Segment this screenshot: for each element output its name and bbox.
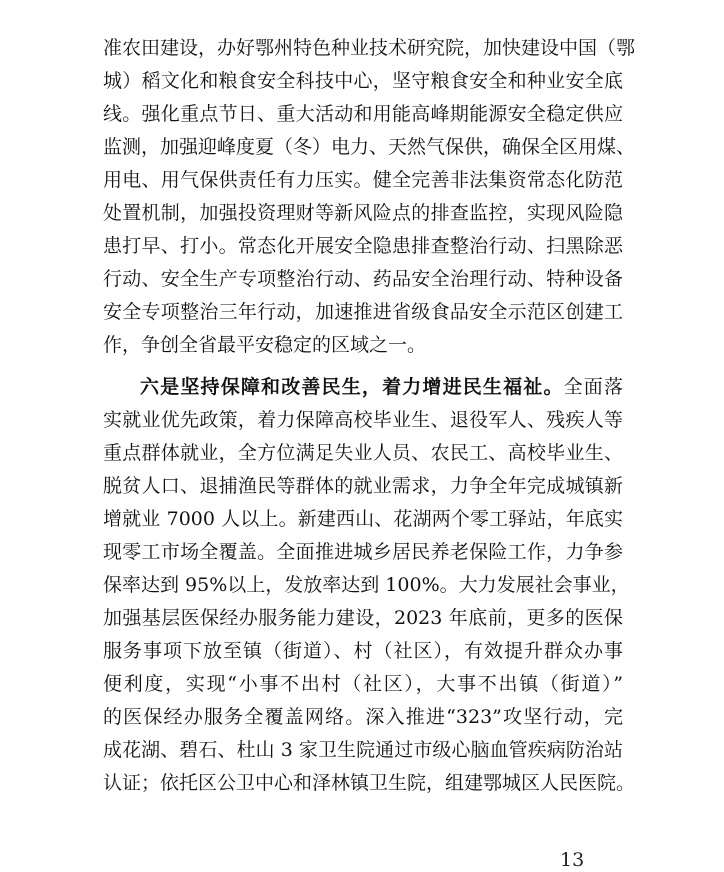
paragraph-line: 患打早、打小。常态化开展安全隐患排查整治行动、扫黑除恶 — [103, 235, 623, 257]
paragraph-line: 行动、安全生产专项整治行动、药品安全治理行动、特种设备 — [103, 268, 623, 290]
paragraph-line: 用电、用气保供责任有力压实。健全完善非法集资常态化防范 — [103, 169, 623, 191]
page-number: 13 — [560, 849, 585, 871]
paragraph-line: 的医保经办服务全覆盖网络。深入推进“323”攻坚行动，完 — [103, 706, 623, 728]
section-heading-line — [140, 371, 623, 404]
paragraph-line: 现零工市场全覆盖。全面推进城乡居民养老保险工作，力争参 — [103, 541, 623, 563]
section-heading: 六是坚持保障和改善民生，着力增进民生福祉。 — [140, 376, 564, 398]
paragraph-line: 认证；依托区公卫中心和泽林镇卫生院，组建鄂城区人民医院。 — [103, 772, 636, 794]
paragraph-line: 准农田建设，办好鄂州特色种业技术研究院，加快建设中国（鄂 — [103, 37, 636, 59]
paragraph-line: 便利度，实现“小事不出村（社区），大事不出镇（街道）” — [103, 673, 623, 695]
paragraph-line: 处置机制，加强投资理财等新风险点的排查监控，实现风险隐 — [103, 202, 623, 224]
paragraph-line: 加强基层医保经办服务能力建设，2023 年底前，更多的医保 — [103, 607, 623, 629]
paragraph-line: 增就业 7000 人以上。新建西山、花湖两个零工驿站，年底实 — [103, 508, 623, 530]
paragraph-line: 城）稻文化和粮食安全科技中心，坚守粮食安全和种业安全底 — [103, 70, 623, 92]
paragraph-line: 服务事项下放至镇（街道）、村（社区），有效提升群众办事 — [103, 640, 623, 662]
paragraph-line: 重点群体就业，全方位满足失业人员、农民工、高校毕业生、 — [103, 442, 623, 464]
paragraph-line: 成花湖、碧石、杜山 3 家卫生院通过市级心脑血管疾病防治站 — [103, 739, 623, 761]
paragraph-line: 脱贫人口、退捕渔民等群体的就业需求，力争全年完成城镇新 — [103, 475, 623, 497]
paragraph-line: 实就业优先政策，着力保障高校毕业生、退役军人、残疾人等 — [103, 409, 623, 431]
paragraph-line: 作，争创全省最平安稳定的区域之一。 — [103, 334, 427, 356]
paragraph-line: 监测，加强迎峰度夏（冬）电力、天然气保供，确保全区用煤、 — [103, 136, 636, 158]
section-heading-rest: 全面落 — [563, 376, 623, 398]
paragraph-line: 安全专项整治三年行动，加速推进省级食品安全示范区创建工 — [103, 301, 623, 323]
paragraph-line: 保率达到 95%以上，发放率达到 100%。大力发展社会事业， — [103, 574, 630, 596]
paragraph-line: 线。强化重点节日、重大活动和用能高峰期能源安全稳定供应 — [103, 103, 623, 125]
